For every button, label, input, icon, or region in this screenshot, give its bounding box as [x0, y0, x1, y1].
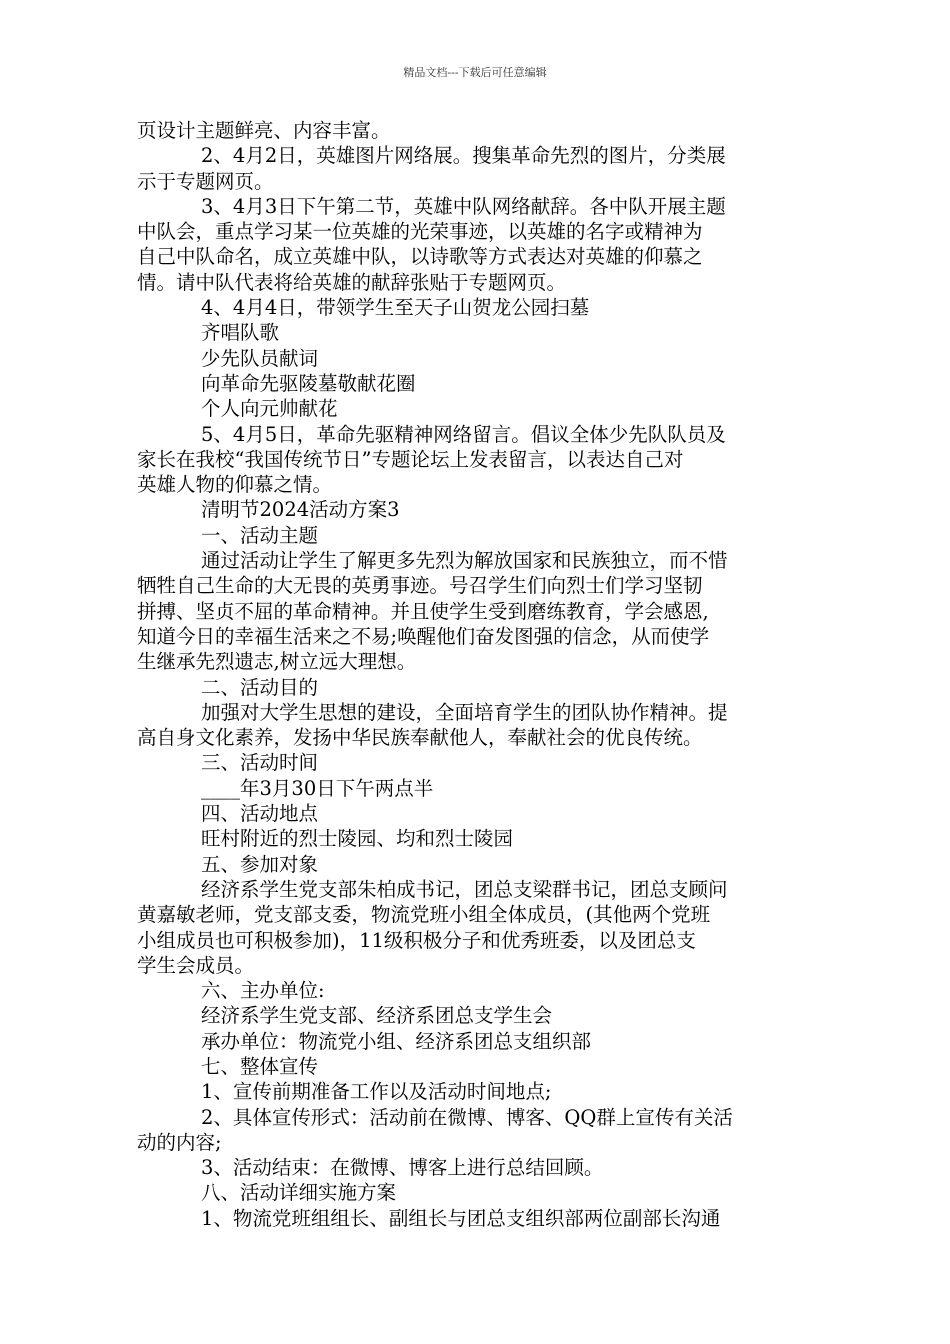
text-line: 3、4月3日下午第二节，英雄中队网络献辞。各中队开展主题 [201, 194, 726, 218]
text-line: 清明节2024活动方案3 [201, 498, 400, 522]
page-header: 精品文档---下载后可任意编辑 [403, 66, 547, 79]
text-line: 齐唱队歌 [201, 321, 280, 345]
text-line: 经济系学生党支部、经济系团总支学生会 [201, 1004, 553, 1028]
text-line: 1、物流党班组组长、副组长与团总支组织部两位副部长沟通 [201, 1206, 721, 1230]
text-line: 学生会成员。 [137, 953, 255, 977]
text-line: 一、活动主题 [201, 523, 319, 547]
text-line: 个人向元帅献花 [201, 397, 338, 421]
text-line: 五、参加对象 [201, 852, 319, 876]
text-line: 2、具体宣传形式：活动前在微博、博客、QQ群上宣传有关活 [201, 1105, 733, 1129]
text-line: 中队会，重点学习某一位英雄的光荣事迹，以英雄的名字或精神为 [137, 220, 703, 244]
text-line: 页设计主题鲜亮、内容丰富。 [137, 119, 391, 142]
text-line: 经济系学生党支部朱柏成书记，团总支梁群书记，团总支顾问 [201, 877, 728, 901]
text-line: 情。请中队代表将给英雄的献辞张贴于专题网页。 [137, 270, 567, 294]
text-line: 牺牲自己生命的大无畏的英勇事迹。号召学生们向烈士们学习坚韧 [137, 574, 703, 598]
text-line: 向革命先驱陵墓敬献花圈 [201, 371, 416, 395]
text-line: 英雄人物的仰慕之情。 [137, 473, 333, 497]
text-line: 4、4月4日，带领学生至天子山贺龙公园扫墓 [201, 296, 590, 320]
text-line: ____年3月30日下午两点半 [201, 776, 434, 800]
text-line: 少先队员献词 [201, 346, 319, 370]
text-line: 1、宣传前期准备工作以及活动时间地点; [201, 1080, 552, 1104]
text-line: 六、主办单位: [201, 979, 325, 1003]
text-line: 二、活动目的 [201, 675, 319, 699]
text-line: 承办单位：物流党小组、经济系团总支组织部 [201, 1029, 592, 1053]
text-line: 自己中队命名，成立英雄中队，以诗歌等方式表达对英雄的仰慕之 [137, 245, 703, 269]
text-line: 家长在我校“我国传统节日”专题论坛上发表留言，以表达自己对 [137, 447, 684, 471]
text-line: 黄嘉敏老师，党支部支委，物流党班小组全体成员，(其他两个党班 [137, 903, 711, 927]
text-line: 动的内容; [137, 1130, 222, 1154]
text-line: 生继承先烈遗志,树立远大理想。 [137, 650, 417, 674]
text-line: 四、活动地点 [201, 802, 319, 826]
text-line: 小组成员也可积极参加)，11级积极分子和优秀班委，以及团总支 [137, 928, 696, 952]
document-body [137, 118, 813, 1231]
text-line: 七、整体宣传 [201, 1054, 319, 1078]
text-line: 八、活动详细实施方案 [201, 1181, 397, 1205]
text-line: 三、活动时间 [201, 751, 319, 775]
text-line: 通过活动让学生了解更多先烈为解放国家和民族独立，而不惜 [201, 549, 728, 573]
text-line: 5、4月5日，革命先驱精神网络留言。倡议全体少先队队员及 [201, 422, 726, 446]
text-line: 示于专题网页。 [137, 169, 274, 193]
text-line: 拼搏、坚贞不屈的革命精神。并且使学生受到磨练教育，学会感恩, [137, 599, 709, 623]
text-line: 3、活动结束：在微博、博客上进行总结回顾。 [201, 1156, 604, 1180]
text-line: 2、4月2日，英雄图片网络展。搜集革命先烈的图片，分类展 [201, 144, 726, 168]
text-line: 加强对大学生思想的建设，全面培育学生的团队协作精神。提 [201, 700, 728, 724]
text-line: 知道今日的幸福生活来之不易;唤醒他们奋发图强的信念，从而使学 [137, 624, 710, 648]
text-line: 旺村附近的烈士陵园、均和烈士陵园 [201, 827, 514, 851]
text-line: 高自身文化素养，发扬中华民族奉献他人，奉献社会的优良传统。 [137, 726, 703, 750]
